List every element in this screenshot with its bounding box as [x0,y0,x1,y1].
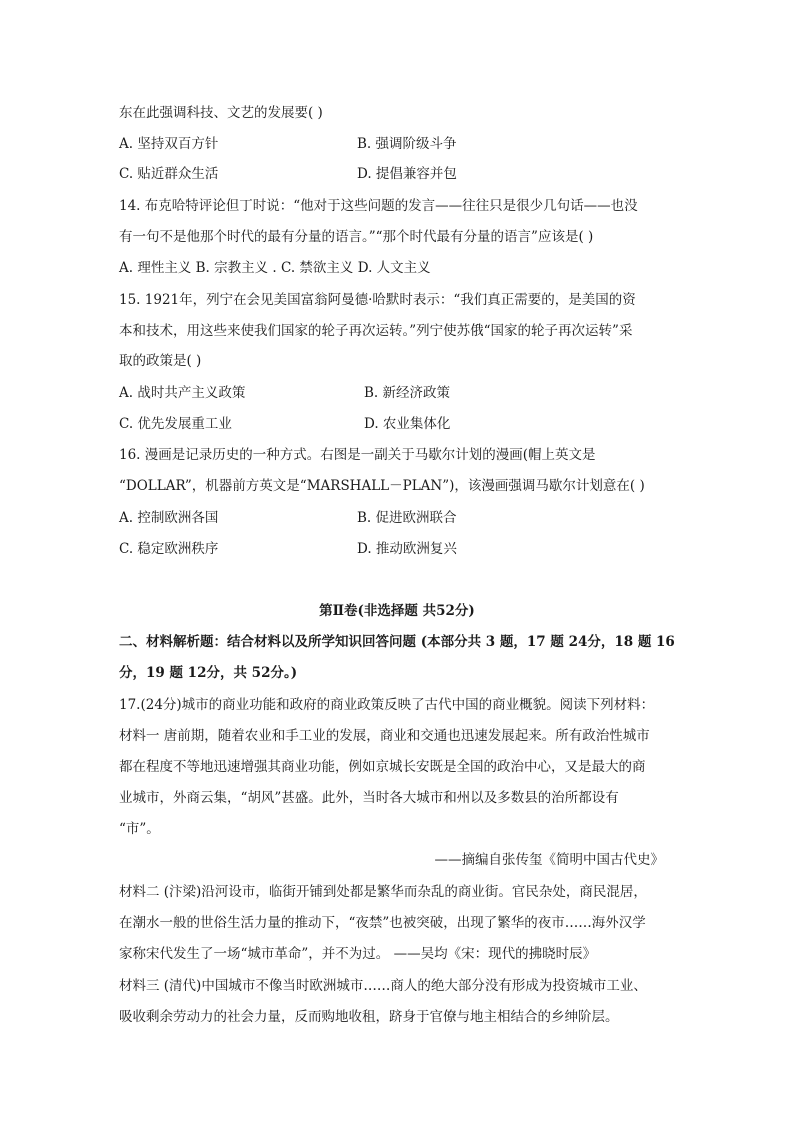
q17-material-3-line-1: 材料三 (清代)中国城市不像当时欧洲城市……商人的绝大部分没有形成为投资城市工业、 [119,978,647,994]
q13-stem: 东在此强调科技、文艺的发展要( ) [119,105,323,121]
q14-stem-line-1: 14. 布克哈特评论但丁时说：“他对于这些问题的发言——往往只是很少几句话——也没 [119,198,638,214]
q16-option-a: A. 控制欧洲各国 [119,510,219,526]
q16-option-b: B. 促进欧洲联合 [357,510,457,526]
q16-stem-line-2: “DOLLAR”，机器前方英文是“MARSHALL－PLAN”)，该漫画强调马歇尔计划意在( ) [119,478,645,494]
q15-option-d: D. 农业集体化 [364,416,451,432]
q17-material-1-line-2: 都在程度不等地迅速增强其商业功能，例如京城长安既是全国的政治中心，又是最大的商 [119,759,646,775]
q15-stem-line-3: 取的政策是( ) [119,353,202,369]
q13-option-b: B. 强调阶级斗争 [357,136,457,152]
section-instructions-line-2: 分，19 题 12分，共 52分。) [119,665,298,681]
q17-material-1-line-4: “市”。 [119,821,160,837]
section-instructions-line-1: 二、材料解析题：结合材料以及所学知识回答问题 (本部分共 3 题，17 题 24分，18 题 16 [119,634,675,650]
q16-stem-line-1: 16. 漫画是记录历史的一种方式。右图是一副关于马歇尔计划的漫画(帽上英文是 [119,447,596,463]
q15-option-a: A. 战时共产主义政策 [119,385,246,401]
q13-option-d: D. 提倡兼容并包 [357,166,457,182]
q17-material-2-line-2: 在潮水一般的世俗生活力量的推动下，“夜禁”也被突破，出现了繁华的夜市……海外汉学 [119,915,646,931]
q17-material-3-line-2: 吸收剩余劳动力的社会力量，反而购地收租，跻身于官僚与地主相结合的乡绅阶层。 [119,1009,619,1025]
q14-options: A. 理性主义 B. 宗教主义 . C. 禁欲主义 D. 人文主义 [119,260,431,276]
q13-option-c: C. 贴近群众生活 [119,166,219,182]
q15-stem-line-1: 15. 1921年，列宁在会见美国富翁阿曼德·哈默时表示：“我们真正需要的，是美国的资 [119,292,636,308]
q15-stem-line-2: 本和技术，用这些来使我们国家的轮子再次运转。”列宁使苏俄“国家的轮子再次运转”采 [119,323,633,339]
q15-option-b: B. 新经济政策 [364,385,451,401]
q17-material-2-line-3: 家称宋代发生了一场“城市革命”，并不为过。 ——吴均《宋：现代的拂晓时辰》 [119,946,597,962]
q17-material-1-line-3: 业城市，外商云集，“胡风”甚盛。此外，当时各大城市和州以及多数县的治所都设有 [119,790,619,806]
q16-option-d: D. 推动欧洲复兴 [357,541,457,557]
q17-material-2-line-1: 材料二 (汴梁)沿河设市，临街开铺到处都是繁华而杂乱的商业街。官民杂处，商民混居， [119,884,647,900]
q16-option-c: C. 稳定欧洲秩序 [119,541,219,557]
q17-material-1-source: ——摘编自张传玺《简明中国古代史》 [434,852,664,868]
q14-stem-line-2: 有一句不是他那个时代的最有分量的语言。”“那个时代最有分量的语言”应该是( ) [119,229,594,245]
q17-material-1-line-1: 材料一 唐前期，随着农业和手工业的发展，商业和交通也迅速发展起来。所有政治性城市 [119,728,650,744]
q17-intro: 17.(24分)城市的商业功能和政府的商业政策反映了古代中国的商业概貌。阅读下列材料： [119,697,655,713]
q15-option-c: C. 优先发展重工业 [119,416,232,432]
part2-title: 第Ⅱ卷(非选择题 共52分) [319,603,475,619]
q13-option-a: A. 坚持双百方针 [119,136,219,152]
